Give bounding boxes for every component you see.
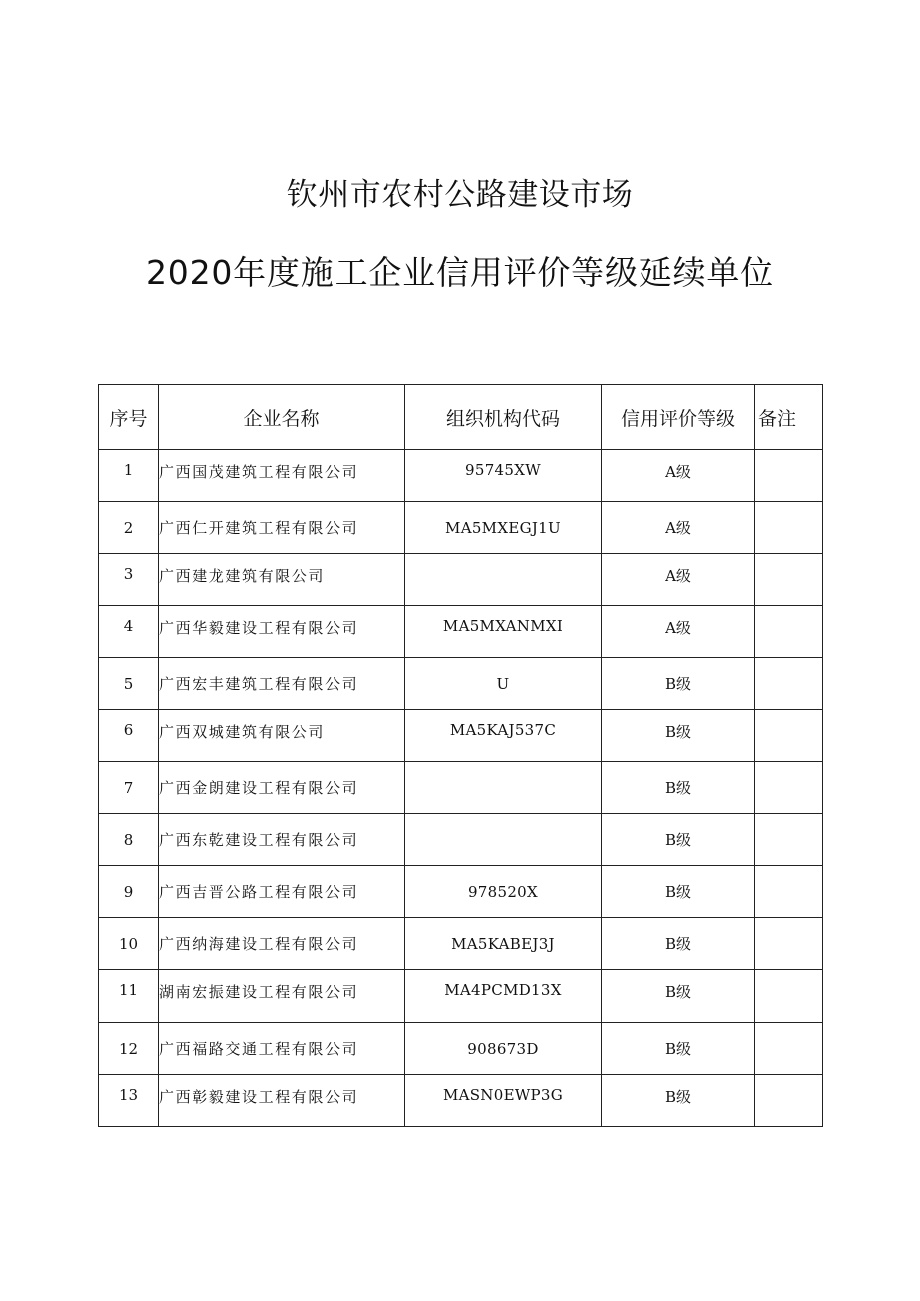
row-seq: 13 (99, 1075, 159, 1127)
row-credit-grade: A级 (602, 502, 755, 554)
row-credit-grade: B级 (602, 762, 755, 814)
table-row (99, 1023, 823, 1075)
row-seq: 8 (99, 814, 159, 866)
row-org-code: MA4PCMD13X (405, 970, 602, 1023)
table-row (99, 814, 823, 866)
row-remarks (755, 450, 823, 502)
table-row (99, 866, 823, 918)
row-org-code: MA5MXANMXI (405, 606, 602, 658)
row-company-name: 广西金朗建设工程有限公司 (159, 762, 405, 814)
row-seq: 4 (99, 606, 159, 658)
row-remarks (755, 1023, 823, 1075)
row-company-name: 广西彰毅建设工程有限公司 (159, 1075, 405, 1127)
row-credit-grade: B级 (602, 710, 755, 762)
row-org-code: MA5MXEGJ1U (405, 502, 602, 554)
row-org-code (405, 762, 602, 814)
row-seq: 3 (99, 554, 159, 606)
row-remarks (755, 918, 823, 970)
header-company-name: 企业名称 (159, 385, 405, 450)
row-remarks (755, 658, 823, 710)
row-company-name: 广西华毅建设工程有限公司 (159, 606, 405, 658)
row-org-code: U (405, 658, 602, 710)
row-remarks (755, 866, 823, 918)
row-company-name: 广西福路交通工程有限公司 (159, 1023, 405, 1075)
row-seq: 1 (99, 450, 159, 502)
row-company-name: 广西纳海建设工程有限公司 (159, 918, 405, 970)
row-org-code: MA5KAJ537C (405, 710, 602, 762)
row-company-name: 广西吉晋公路工程有限公司 (159, 866, 405, 918)
row-credit-grade: B级 (602, 814, 755, 866)
row-company-name: 广西双城建筑有限公司 (159, 710, 405, 762)
row-credit-grade: B级 (602, 918, 755, 970)
row-credit-grade: B级 (602, 658, 755, 710)
row-seq: 12 (99, 1023, 159, 1075)
document-title-line2: 2020年度施工企业信用评价等级延续单位 (146, 253, 774, 292)
table-row (99, 710, 823, 762)
table-row (99, 970, 823, 1023)
row-remarks (755, 502, 823, 554)
document-title-line1: 钦州市农村公路建设市场 (286, 177, 634, 213)
row-seq: 10 (99, 918, 159, 970)
row-remarks (755, 554, 823, 606)
row-company-name: 广西东乾建设工程有限公司 (159, 814, 405, 866)
table-row (99, 554, 823, 606)
row-credit-grade: B级 (602, 1023, 755, 1075)
row-seq: 11 (99, 970, 159, 1023)
row-credit-grade: A级 (602, 554, 755, 606)
table-row (99, 658, 823, 710)
row-credit-grade: A级 (602, 606, 755, 658)
row-seq: 2 (99, 502, 159, 554)
row-org-code: MASN0EWP3G (405, 1075, 602, 1127)
row-remarks (755, 1075, 823, 1127)
row-seq: 5 (99, 658, 159, 710)
header-remarks: 备注 (755, 385, 823, 450)
table-row (99, 762, 823, 814)
row-remarks (755, 762, 823, 814)
table-row (99, 918, 823, 970)
row-company-name: 广西宏丰建筑工程有限公司 (159, 658, 405, 710)
row-remarks (755, 606, 823, 658)
header-org-code: 组织机构代码 (405, 385, 602, 450)
row-company-name: 广西仁开建筑工程有限公司 (159, 502, 405, 554)
row-org-code: 908673D (405, 1023, 602, 1075)
row-seq: 7 (99, 762, 159, 814)
row-credit-grade: B级 (602, 970, 755, 1023)
table-header-row (99, 385, 823, 450)
row-seq: 6 (99, 710, 159, 762)
header-seq: 序号 (99, 385, 159, 450)
row-company-name: 湖南宏振建设工程有限公司 (159, 970, 405, 1023)
row-credit-grade: B级 (602, 866, 755, 918)
table-row (99, 502, 823, 554)
row-company-name: 广西国茂建筑工程有限公司 (159, 450, 405, 502)
table-row (99, 450, 823, 502)
table-row (99, 1075, 823, 1127)
row-company-name: 广西建龙建筑有限公司 (159, 554, 405, 606)
row-org-code: 95745XW (405, 450, 602, 502)
row-org-code (405, 814, 602, 866)
row-org-code: 978520X (405, 866, 602, 918)
row-remarks (755, 814, 823, 866)
row-remarks (755, 970, 823, 1023)
row-remarks (755, 710, 823, 762)
table-row (99, 606, 823, 658)
row-credit-grade: A级 (602, 450, 755, 502)
table-body (99, 450, 823, 1127)
row-org-code (405, 554, 602, 606)
credit-rating-table (98, 384, 823, 1127)
row-org-code: MA5KABEJ3J (405, 918, 602, 970)
row-seq: 9 (99, 866, 159, 918)
header-credit-grade: 信用评价等级 (602, 385, 755, 450)
row-credit-grade: B级 (602, 1075, 755, 1127)
